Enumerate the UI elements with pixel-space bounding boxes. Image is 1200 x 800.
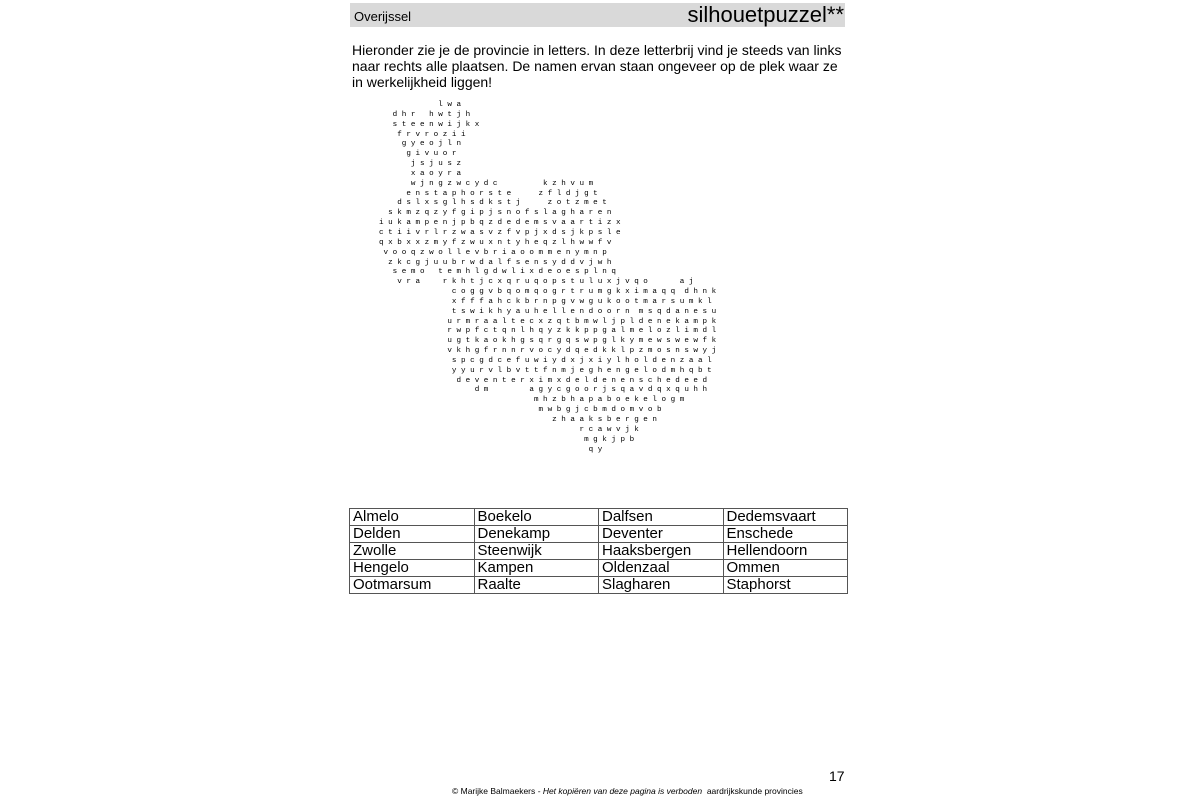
letter-grid-row: r c a w v j k [379, 425, 639, 434]
letter-grid-row: x f f f a h c k b r n p g v w g u k o o t m a r s u m k l [379, 297, 712, 306]
word-list-row [350, 509, 848, 526]
word-list-cell: Delden [350, 526, 475, 543]
letter-grid-row: d h r h w t j h [379, 110, 471, 119]
word-list-cell: Raalte [474, 577, 599, 594]
letter-grid-row: s p c g d c e f u w i y d x j x i y l h o l d e n z a a l [379, 356, 712, 365]
letter-grid-row: d s l x s g l h s d k s t j z o t z m e t [379, 199, 607, 208]
letter-grid-row: i u k a m p e n j p b q z d e d e m s v a a r t i z x [379, 219, 621, 228]
word-list-cell: Ootmarsum [350, 577, 475, 594]
word-list-cell: Almelo [350, 509, 475, 526]
word-list-cell: Deventer [599, 526, 724, 543]
letter-grid-row: c o g g v b q o m q o g r t r u m g k x i m a q q d h n k [379, 288, 717, 297]
province-label: Overijssel [354, 9, 412, 24]
letter-grid-row: l w a [379, 101, 462, 109]
letter-grid-row: c t i i v r l r z w a s v z f v p j x d s j k p s l e [379, 228, 621, 237]
word-list-cell: Enschede [723, 526, 848, 543]
word-list-cell: Haaksbergen [599, 543, 724, 560]
letter-grid-row: g i v u o r [379, 150, 457, 159]
letter-grid-row: m w b g j c b m d o m v o b [379, 406, 662, 415]
word-list-cell: Dedemsvaart [723, 509, 848, 526]
word-list-row [350, 526, 848, 543]
letter-grid-row: j s j u s z [379, 160, 462, 169]
letter-grid-row: y y u r v l b v t t f n m j e g h e n g e l o d m h q b t [379, 366, 712, 375]
footer [452, 786, 803, 796]
word-list-cell: Kampen [474, 560, 599, 577]
letter-grid-row: u g t k a o k h g s q r g q s w p g l k y m e w s w e w f k [379, 337, 717, 346]
letter-grid-row: d e v e n t e r x i m x d e l d e n e n s c h e d e e d [379, 376, 708, 385]
letter-grid-row: d m a g y c g o o r j s q a v d q x q u h h [379, 386, 708, 395]
letter-grid-row: f r v r o z i i [379, 130, 466, 139]
instructions-text: Hieronder zie je de provincie in letters. In deze letterbrij vind je steeds van links naar rechts alle plaatsen. De namen ervan staan ongeveer op de plek waar ze in werkelijkheid liggen! [352, 42, 842, 90]
word-list-cell: Denekamp [474, 526, 599, 543]
letter-grid-row: x a o y r a [379, 169, 462, 178]
subject-text: aardrijkskunde provincies [706, 786, 803, 796]
word-list-row [350, 577, 848, 594]
word-list-cell: Steenwijk [474, 543, 599, 560]
word-list-cell: Slagharen [599, 577, 724, 594]
word-list-cell: Boekelo [474, 509, 599, 526]
word-list-row [350, 543, 848, 560]
word-list-cell: Hengelo [350, 560, 475, 577]
letter-grid-row: w j n g z w c y d c k z h v u m [379, 179, 594, 188]
letter-grid [379, 101, 716, 455]
word-list-cell: Oldenzaal [599, 560, 724, 577]
word-list-cell: Zwolle [350, 543, 475, 560]
copy-warning-text: - Het kopiëren van deze pagina is verboden [535, 786, 703, 796]
letter-grid-row: g y e o j l n [379, 140, 462, 149]
letter-grid-row: s e m o t e m h l g d w l i x d e o e s p l n q [379, 268, 616, 277]
letter-grid-row: s k m z q z y f g i p j s n o f s l a g h a r e n [379, 209, 612, 218]
puzzle-title: silhouetpuzzel** [687, 2, 844, 27]
letter-grid-row: z k c g j u u b r w d a l f s e n s y d d v j w h [379, 258, 612, 267]
letter-grid-row: v k h g f r n n r v o c y d q e d k k l p z m o s n s w y j [379, 347, 717, 356]
letter-grid-row: q y [379, 445, 603, 454]
letter-grid-row: q x b x x z m y f z w u x n t y h e q z l h w w f v [379, 238, 612, 247]
letter-grid-row: z h a a k s b e r g e n [379, 416, 657, 424]
letter-grid-row: m h z b h a p a b o e k e l o g m [379, 396, 685, 405]
word-list-cell: Hellendoorn [723, 543, 848, 560]
letter-grid-row: r w p f c t q n l h q y z k k p p g a l m e l o z l i m d l [379, 327, 717, 336]
page-number: 17 [829, 768, 845, 784]
letter-grid-row: e n s t a p h o r s t e z f l d j g t [379, 189, 598, 198]
word-list-cell: Staphorst [723, 577, 848, 594]
letter-grid-row: v r a r k h t j c x q r u q o p s t u l u x j v q o a j [379, 278, 694, 287]
letter-grid-row: m g k j p b [379, 435, 635, 444]
copyright-text: © Marijke Balmaekers [452, 786, 536, 796]
letter-grid-row: t s w i k h y a u h e l l e n d o o r n m s q d a n e s u [379, 307, 717, 316]
word-list-table [349, 508, 848, 594]
word-list-cell: Ommen [723, 560, 848, 577]
letter-grid-row: u r m r a a l t e c x z q t b m w l j p l d e n e k a m p k [379, 317, 717, 326]
letter-grid-row: s t e e n w i j k x [379, 120, 480, 129]
letter-grid-row: v o o q z w o l l e v b r i a o o m m e n y m n p [379, 248, 607, 257]
word-list-row [350, 560, 848, 577]
word-list-cell: Dalfsen [599, 509, 724, 526]
